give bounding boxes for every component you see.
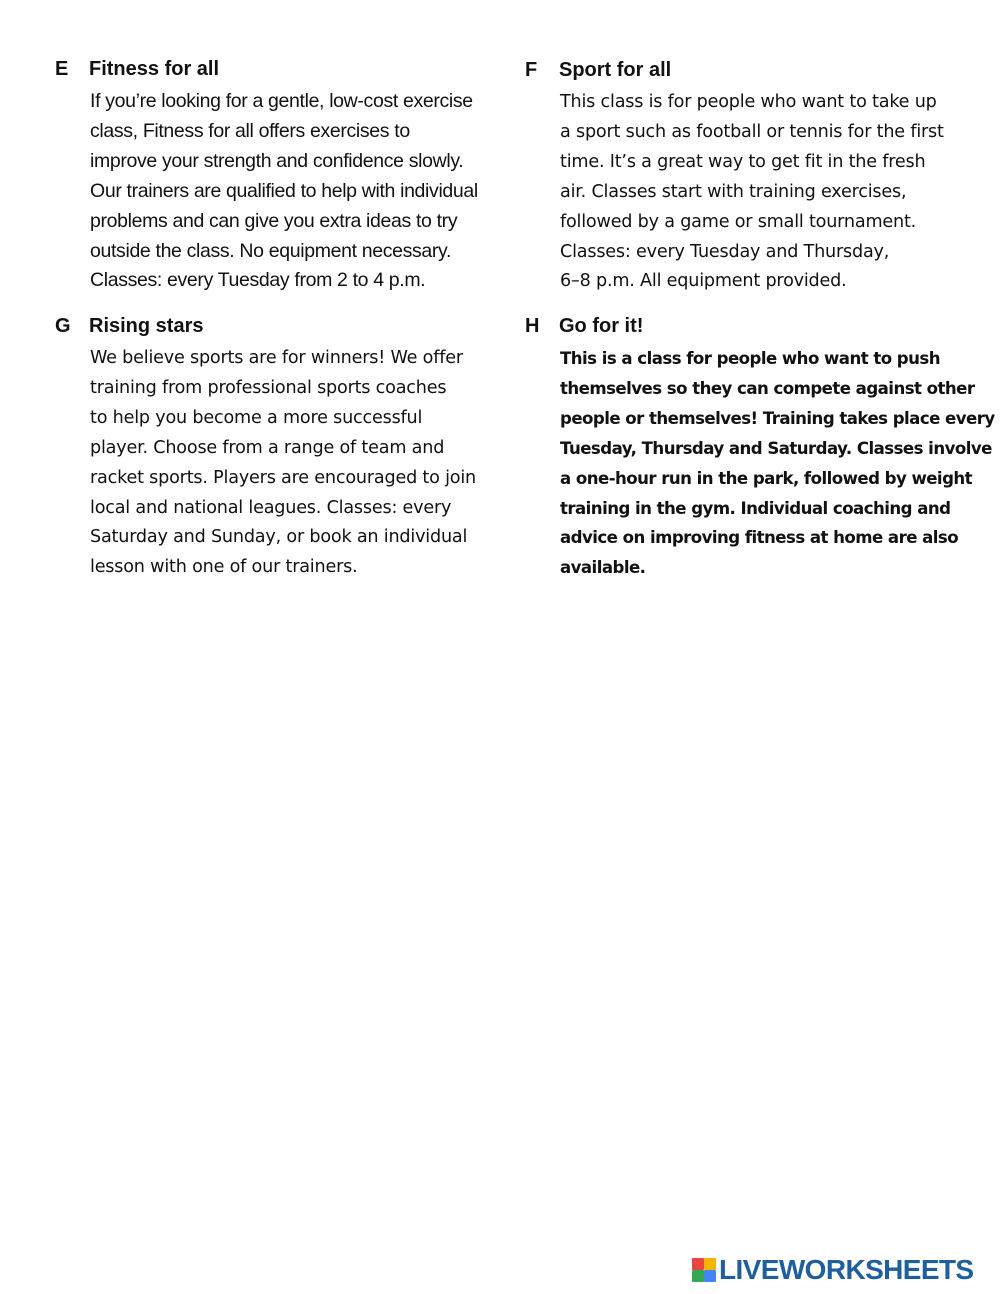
body-line: available. bbox=[560, 558, 646, 578]
section-e bbox=[55, 58, 495, 296]
body-line: This is a class for people who want to push bbox=[560, 349, 940, 368]
section-f bbox=[525, 59, 965, 297]
body-line: class, Fitness for all offers exercises to bbox=[90, 119, 410, 142]
section-title: Fitness for all bbox=[89, 58, 220, 80]
liveworksheets-logo-text: LIVEWORKSHEETS bbox=[719, 1254, 974, 1285]
section-title: Sport for all bbox=[559, 59, 672, 81]
section-body bbox=[560, 344, 995, 583]
section-g bbox=[55, 315, 495, 583]
body-line: We believe sports are for winners! We offer bbox=[90, 348, 463, 368]
section-letter: F bbox=[525, 59, 538, 81]
body-line: racket sports. Players are encouraged to join bbox=[90, 467, 476, 488]
liveworksheets-logo-icon bbox=[692, 1258, 716, 1282]
section-letter: E bbox=[55, 58, 69, 80]
body-line: local and national leagues. Classes: every bbox=[90, 497, 452, 518]
section-header bbox=[55, 315, 495, 341]
section-header bbox=[525, 59, 965, 85]
section-header bbox=[525, 315, 965, 341]
body-line: lesson with one of our trainers. bbox=[90, 557, 358, 578]
section-letter: H bbox=[525, 315, 540, 337]
body-line: advice on improving fitness at home are also bbox=[560, 528, 959, 548]
body-line: to help you become a more successful bbox=[90, 407, 423, 428]
body-line: a one-hour run in the park, followed by weight bbox=[560, 468, 973, 488]
body-line: themselves so they can compete against other bbox=[560, 378, 975, 398]
body-line: training in the gym. Individual coaching and bbox=[560, 498, 951, 518]
body-line: If you’re looking for a gentle, low-cost exercise bbox=[90, 90, 473, 112]
section-header bbox=[55, 58, 495, 84]
body-line: Tuesday, Thursday and Saturday. Classes involve bbox=[560, 438, 992, 458]
body-line: player. Choose from a range of team and bbox=[90, 437, 445, 458]
body-line: people or themselves! Training takes place every bbox=[560, 408, 995, 428]
logo-square-green bbox=[692, 1270, 704, 1282]
body-line: improve your strength and confidence slowly. bbox=[90, 149, 464, 172]
body-line: This class is for people who want to take up bbox=[560, 92, 937, 112]
body-line: air. Classes start with training exercises, bbox=[560, 181, 907, 202]
section-body bbox=[560, 88, 965, 297]
section-title: Rising stars bbox=[89, 315, 204, 337]
section-title: Go for it! bbox=[559, 315, 644, 337]
body-line: 6–8 p.m. All equipment provided. bbox=[560, 271, 847, 292]
body-line: Classes: every Tuesday and Thursday, bbox=[560, 241, 890, 262]
body-line: outside the class. No equipment necessary. bbox=[90, 239, 452, 262]
liveworksheets-logo[interactable] bbox=[692, 1253, 992, 1287]
body-line: training from professional sports coaches bbox=[90, 377, 447, 398]
logo-square-red bbox=[692, 1258, 704, 1270]
section-body bbox=[90, 87, 495, 296]
body-line: time. It’s a great way to get fit in the fresh bbox=[560, 151, 926, 172]
body-line: Classes: every Tuesday from 2 to 4 p.m. bbox=[90, 269, 426, 292]
body-line: followed by a game or small tournament. bbox=[560, 211, 917, 232]
body-line: a sport such as football or tennis for the first bbox=[560, 121, 944, 142]
logo-square-yellow bbox=[704, 1258, 716, 1270]
body-line: problems and can give you extra ideas to try bbox=[90, 209, 458, 232]
section-h bbox=[525, 315, 995, 583]
section-letter: G bbox=[55, 315, 71, 337]
body-line: Our trainers are qualified to help with individual bbox=[90, 179, 478, 202]
logo-square-blue bbox=[704, 1270, 716, 1282]
section-body bbox=[90, 344, 495, 583]
body-line: Saturday and Sunday, or book an individual bbox=[90, 527, 468, 548]
